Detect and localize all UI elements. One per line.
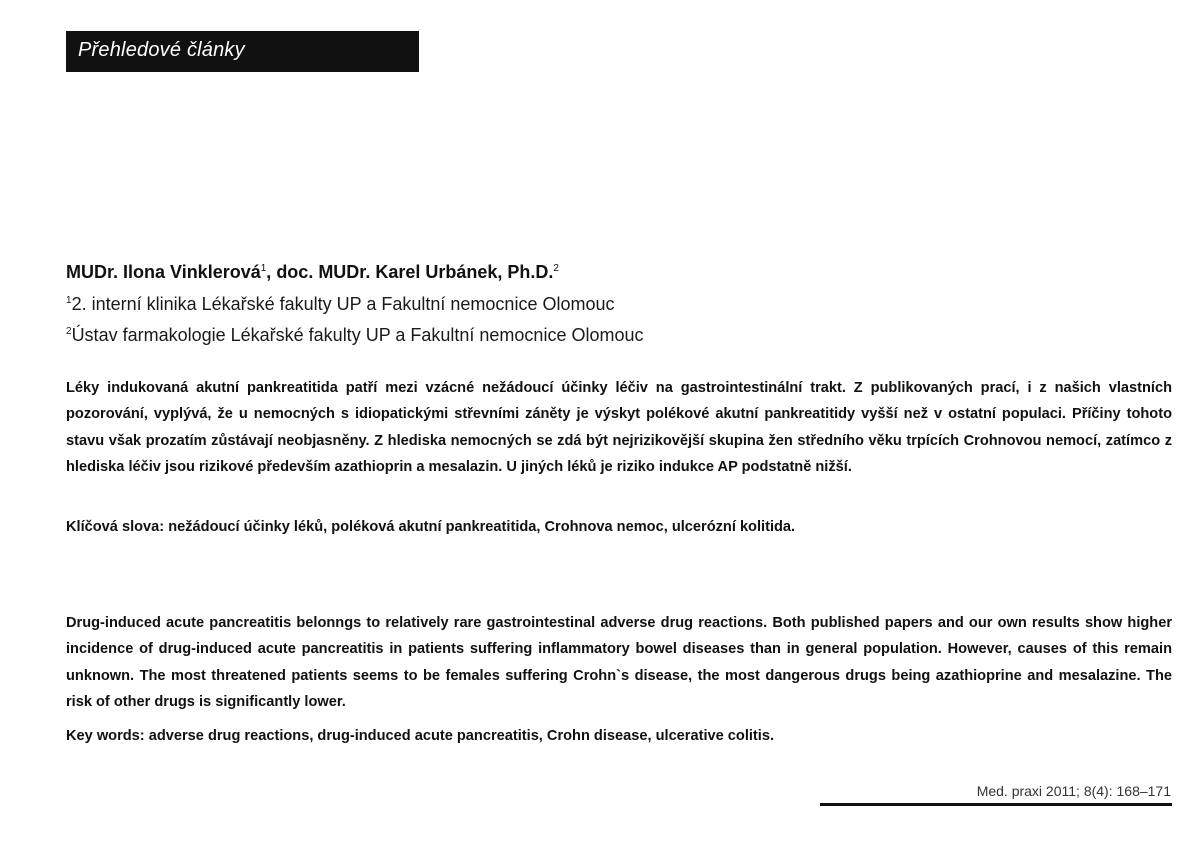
author-line bbox=[66, 262, 559, 283]
author-1-name: MUDr. Ilona Vinklerová bbox=[66, 262, 261, 282]
citation-underline bbox=[820, 803, 1172, 806]
affiliation-1-text: 2. interní klinika Lékařské fakulty UP a Fakultní nemocnice Olomouc bbox=[71, 294, 615, 314]
journal-citation: Med. praxi 2011; 8(4): 168–171 bbox=[976, 783, 1171, 799]
affiliation-2 bbox=[66, 325, 643, 346]
author-1-affiliation-mark: 1 bbox=[260, 263, 267, 274]
abstract-czech: Léky indukovaná akutní pankreatitida patří mezi vzácné nežádoucí účinky léčiv na gastrointestinální trakt. Z publikovaných prací, i z našich vlastních pozorování, vyplývá, že u nemocných s idiopatickými střevními záněty je výskyt polékové akutní pankreatitidy vyšší než v ostatní populaci. Příčiny tohoto stavu však prozatím zůstávají neobjasněny. Z hlediska nemocných se zdá být nejrizikovější skupina žen středního věku trpících Crohnovou nemocí, zatímco z hlediska léčiv jsou rizikové především azathioprin a mesalazin. U jiných léků je riziko indukce AP podstatně nižší. bbox=[66, 380, 1172, 476]
author-2-affiliation-mark: 2 bbox=[553, 263, 559, 274]
author-separator: , bbox=[266, 262, 277, 282]
affiliation-1-mark: 1 bbox=[66, 295, 72, 306]
keywords-czech-text: nežádoucí účinky léků, poléková akutní pankreatitida, Crohnova nemoc, ulcerózní kolitida. bbox=[164, 519, 796, 535]
affiliation-2-mark: 2 bbox=[66, 326, 72, 337]
keywords-english-label: Key words: bbox=[66, 728, 145, 744]
keywords-english-text: adverse drug reactions, drug-induced acute pancreatitis, Crohn disease, ulcerative colitis. bbox=[144, 728, 775, 744]
keywords-czech-label: Klíčová slova: bbox=[66, 519, 165, 535]
keywords-english bbox=[66, 728, 1172, 744]
author-2-name: doc. MUDr. Karel Urbánek, Ph.D. bbox=[276, 262, 554, 282]
affiliation-2-text: Ústav farmakologie Lékařské fakulty UP a Fakultní nemocnice Olomouc bbox=[71, 325, 644, 345]
abstract-english: Drug-induced acute pancreatitis belonngs to relatively rare gastrointestinal adverse drug reactions. Both published papers and our own results show higher incidence of drug-induced acute pancreatitis in patients suffering inflammatory bowel diseases than in general population. However, causes of this remain unknown. The most threatened patients seems to be females suffering Crohn`s disease, the most dangerous drugs being azathioprine and mesalazine. The risk of other drugs is significantly lower. bbox=[66, 615, 1172, 711]
affiliation-1 bbox=[66, 294, 614, 315]
keywords-czech bbox=[66, 519, 1172, 535]
section-label: Přehledové články bbox=[66, 31, 419, 72]
